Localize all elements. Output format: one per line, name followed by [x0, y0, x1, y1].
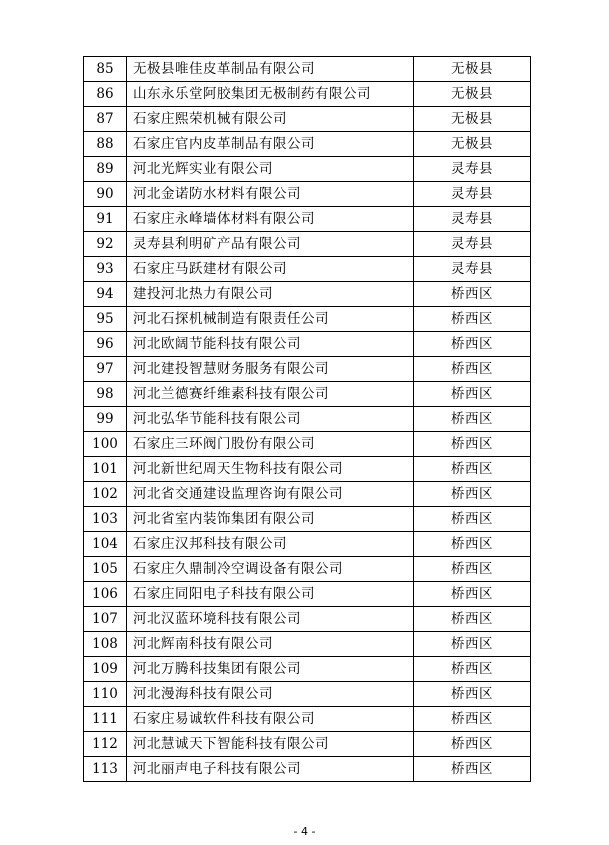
- table-row: [84, 257, 531, 282]
- row-number-cell: 95: [84, 307, 127, 332]
- table-row: [84, 557, 531, 582]
- company-name-cell: 石家庄熙荣机械有限公司: [127, 107, 414, 132]
- table-row: [84, 407, 531, 432]
- row-number-cell: 103: [84, 507, 127, 532]
- row-number-cell: 88: [84, 132, 127, 157]
- company-name-cell: 石家庄官内皮革制品有限公司: [127, 132, 414, 157]
- region-cell: 桥西区: [414, 457, 531, 482]
- company-name-cell: 灵寿县利明矿产品有限公司: [127, 232, 414, 257]
- table-row: [84, 757, 531, 782]
- row-number-cell: 94: [84, 282, 127, 307]
- region-cell: 桥西区: [414, 432, 531, 457]
- company-name-cell: 河北汉蓝环境科技有限公司: [127, 607, 414, 632]
- region-cell: 无极县: [414, 82, 531, 107]
- region-cell: 桥西区: [414, 307, 531, 332]
- region-cell: 灵寿县: [414, 157, 531, 182]
- company-name-cell: 建投河北热力有限公司: [127, 282, 414, 307]
- company-name-cell: 石家庄永峰墙体材料有限公司: [127, 207, 414, 232]
- company-name-cell: 河北欧阔节能科技有限公司: [127, 332, 414, 357]
- table-row: [84, 432, 531, 457]
- row-number-cell: 91: [84, 207, 127, 232]
- row-number-cell: 102: [84, 482, 127, 507]
- region-cell: 无极县: [414, 107, 531, 132]
- region-cell: 桥西区: [414, 482, 531, 507]
- company-name-cell: 石家庄汉邦科技有限公司: [127, 532, 414, 557]
- table-row: [84, 357, 531, 382]
- row-number-cell: 110: [84, 682, 127, 707]
- company-name-cell: 河北新世纪周天生物科技有限公司: [127, 457, 414, 482]
- company-name-cell: 河北省室内装饰集团有限公司: [127, 507, 414, 532]
- table-row: [84, 307, 531, 332]
- row-number-cell: 99: [84, 407, 127, 432]
- table-row: [84, 107, 531, 132]
- company-name-cell: 河北丽声电子科技有限公司: [127, 757, 414, 782]
- row-number-cell: 92: [84, 232, 127, 257]
- row-number-cell: 104: [84, 532, 127, 557]
- region-cell: 桥西区: [414, 757, 531, 782]
- company-list-table: [83, 56, 531, 782]
- row-number-cell: 87: [84, 107, 127, 132]
- row-number-cell: 96: [84, 332, 127, 357]
- table-row: [84, 332, 531, 357]
- table-row: [84, 657, 531, 682]
- company-name-cell: 石家庄马跃建材有限公司: [127, 257, 414, 282]
- company-name-cell: 石家庄久鼎制冷空调设备有限公司: [127, 557, 414, 582]
- region-cell: 桥西区: [414, 557, 531, 582]
- row-number-cell: 109: [84, 657, 127, 682]
- region-cell: 桥西区: [414, 732, 531, 757]
- region-cell: 灵寿县: [414, 257, 531, 282]
- company-list-body: [84, 57, 531, 782]
- row-number-cell: 101: [84, 457, 127, 482]
- row-number-cell: 113: [84, 757, 127, 782]
- region-cell: 桥西区: [414, 607, 531, 632]
- region-cell: 灵寿县: [414, 182, 531, 207]
- company-name-cell: 河北辉南科技有限公司: [127, 632, 414, 657]
- table-row: [84, 232, 531, 257]
- region-cell: 桥西区: [414, 632, 531, 657]
- table-row: [84, 732, 531, 757]
- company-name-cell: 河北弘华节能科技有限公司: [127, 407, 414, 432]
- company-name-cell: 河北万腾科技集团有限公司: [127, 657, 414, 682]
- row-number-cell: 106: [84, 582, 127, 607]
- region-cell: 桥西区: [414, 707, 531, 732]
- table-row: [84, 582, 531, 607]
- company-name-cell: 河北金诺防水材料有限公司: [127, 182, 414, 207]
- company-name-cell: 河北省交通建设监理咨询有限公司: [127, 482, 414, 507]
- page-number: - 4 -: [293, 825, 316, 838]
- row-number-cell: 86: [84, 82, 127, 107]
- table-row: [84, 182, 531, 207]
- company-name-cell: 河北建投智慧财务服务有限公司: [127, 357, 414, 382]
- region-cell: 桥西区: [414, 332, 531, 357]
- region-cell: 桥西区: [414, 507, 531, 532]
- row-number-cell: 97: [84, 357, 127, 382]
- row-number-cell: 111: [84, 707, 127, 732]
- table-row: [84, 207, 531, 232]
- table-row: [84, 157, 531, 182]
- row-number-cell: 98: [84, 382, 127, 407]
- company-name-cell: 河北石探机械制造有限责任公司: [127, 307, 414, 332]
- region-cell: 桥西区: [414, 407, 531, 432]
- table-row: [84, 382, 531, 407]
- company-name-cell: 无极县唯佳皮革制品有限公司: [127, 57, 414, 82]
- row-number-cell: 89: [84, 157, 127, 182]
- company-name-cell: 石家庄同阳电子科技有限公司: [127, 582, 414, 607]
- table-row: [84, 282, 531, 307]
- row-number-cell: 90: [84, 182, 127, 207]
- company-name-cell: 河北光辉实业有限公司: [127, 157, 414, 182]
- table-row: [84, 607, 531, 632]
- row-number-cell: 108: [84, 632, 127, 657]
- company-name-cell: 河北慧诚天下智能科技有限公司: [127, 732, 414, 757]
- table-row: [84, 82, 531, 107]
- table-row: [84, 632, 531, 657]
- company-name-cell: 河北漫海科技有限公司: [127, 682, 414, 707]
- region-cell: 桥西区: [414, 532, 531, 557]
- table-row: [84, 132, 531, 157]
- table-row: [84, 532, 531, 557]
- table-row: [84, 707, 531, 732]
- table-row: [84, 457, 531, 482]
- company-name-cell: 山东永乐堂阿胶集团无极制药有限公司: [127, 82, 414, 107]
- company-name-cell: 石家庄易诚软件科技有限公司: [127, 707, 414, 732]
- row-number-cell: 85: [84, 57, 127, 82]
- region-cell: 桥西区: [414, 582, 531, 607]
- row-number-cell: 107: [84, 607, 127, 632]
- region-cell: 灵寿县: [414, 232, 531, 257]
- region-cell: 桥西区: [414, 682, 531, 707]
- table-row: [84, 57, 531, 82]
- row-number-cell: 100: [84, 432, 127, 457]
- table-row: [84, 507, 531, 532]
- region-cell: 桥西区: [414, 282, 531, 307]
- region-cell: 桥西区: [414, 382, 531, 407]
- region-cell: 无极县: [414, 132, 531, 157]
- row-number-cell: 105: [84, 557, 127, 582]
- company-name-cell: 石家庄三环阀门股份有限公司: [127, 432, 414, 457]
- row-number-cell: 93: [84, 257, 127, 282]
- region-cell: 无极县: [414, 57, 531, 82]
- region-cell: 桥西区: [414, 657, 531, 682]
- table-row: [84, 682, 531, 707]
- region-cell: 桥西区: [414, 357, 531, 382]
- table-row: [84, 482, 531, 507]
- company-name-cell: 河北兰德赛纤维素科技有限公司: [127, 382, 414, 407]
- region-cell: 灵寿县: [414, 207, 531, 232]
- row-number-cell: 112: [84, 732, 127, 757]
